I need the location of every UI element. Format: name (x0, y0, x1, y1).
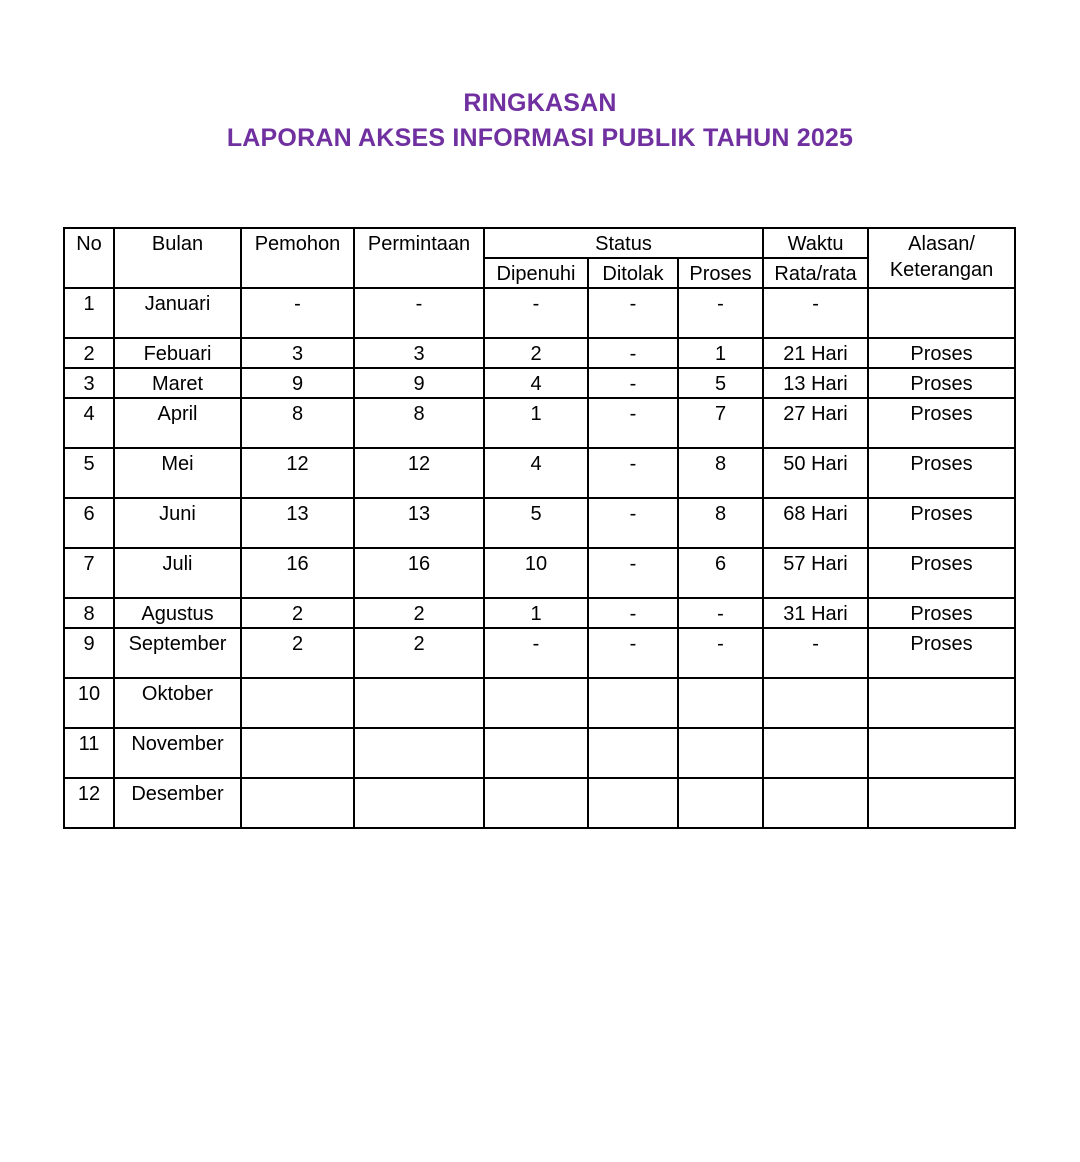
cell-no: 10 (64, 678, 114, 728)
cell-permintaan: 13 (354, 498, 484, 548)
cell-waktu: 13 Hari (763, 368, 868, 398)
cell-permintaan: 2 (354, 598, 484, 628)
cell-dipenuhi: 1 (484, 398, 588, 448)
cell-ditolak: - (588, 598, 678, 628)
table-body (64, 288, 1015, 828)
cell-alasan: Proses (868, 398, 1015, 448)
page-title (0, 86, 1080, 156)
table-row (64, 548, 1015, 598)
cell-pemohon: 3 (241, 338, 354, 368)
cell-bulan: November (114, 728, 241, 778)
table-row (64, 678, 1015, 728)
cell-proses (678, 728, 763, 778)
header-permintaan: Permintaan (354, 228, 484, 288)
cell-ditolak: - (588, 498, 678, 548)
cell-permintaan: 16 (354, 548, 484, 598)
cell-bulan: Juni (114, 498, 241, 548)
cell-alasan: Proses (868, 368, 1015, 398)
cell-proses: - (678, 628, 763, 678)
cell-ditolak: - (588, 368, 678, 398)
cell-proses (678, 678, 763, 728)
header-pemohon: Pemohon (241, 228, 354, 288)
cell-no: 2 (64, 338, 114, 368)
table-header (64, 228, 1015, 288)
table-row (64, 338, 1015, 368)
cell-waktu: 31 Hari (763, 598, 868, 628)
cell-bulan: Desember (114, 778, 241, 828)
cell-ditolak: - (588, 398, 678, 448)
cell-no: 1 (64, 288, 114, 338)
cell-no: 4 (64, 398, 114, 448)
cell-proses: - (678, 288, 763, 338)
cell-dipenuhi: 1 (484, 598, 588, 628)
cell-ditolak: - (588, 448, 678, 498)
cell-no: 9 (64, 628, 114, 678)
cell-proses: 1 (678, 338, 763, 368)
cell-proses: 6 (678, 548, 763, 598)
cell-alasan: Proses (868, 628, 1015, 678)
cell-alasan: Proses (868, 548, 1015, 598)
cell-permintaan (354, 678, 484, 728)
cell-waktu (763, 728, 868, 778)
cell-permintaan (354, 728, 484, 778)
cell-waktu: 21 Hari (763, 338, 868, 368)
cell-ditolak (588, 778, 678, 828)
cell-pemohon: 9 (241, 368, 354, 398)
cell-ditolak: - (588, 288, 678, 338)
cell-pemohon (241, 678, 354, 728)
cell-dipenuhi: 10 (484, 548, 588, 598)
cell-pemohon: - (241, 288, 354, 338)
cell-bulan: Januari (114, 288, 241, 338)
header-dipenuhi: Dipenuhi (484, 258, 588, 288)
cell-waktu (763, 778, 868, 828)
table-row (64, 368, 1015, 398)
cell-alasan (868, 288, 1015, 338)
cell-proses: - (678, 598, 763, 628)
cell-no: 5 (64, 448, 114, 498)
cell-dipenuhi: 5 (484, 498, 588, 548)
table-row (64, 398, 1015, 448)
cell-no: 11 (64, 728, 114, 778)
header-alasan-keterangan (868, 228, 1015, 288)
cell-proses: 5 (678, 368, 763, 398)
cell-alasan (868, 678, 1015, 728)
cell-bulan: Agustus (114, 598, 241, 628)
cell-permintaan (354, 778, 484, 828)
cell-permintaan: 12 (354, 448, 484, 498)
header-bulan: Bulan (114, 228, 241, 288)
cell-no: 6 (64, 498, 114, 548)
cell-bulan: Oktober (114, 678, 241, 728)
cell-alasan: Proses (868, 498, 1015, 548)
table-row (64, 448, 1015, 498)
cell-waktu: 57 Hari (763, 548, 868, 598)
cell-pemohon (241, 778, 354, 828)
cell-ditolak (588, 728, 678, 778)
cell-bulan: Juli (114, 548, 241, 598)
cell-waktu (763, 678, 868, 728)
cell-proses: 8 (678, 448, 763, 498)
cell-dipenuhi (484, 778, 588, 828)
cell-proses: 7 (678, 398, 763, 448)
cell-pemohon: 2 (241, 598, 354, 628)
table-row (64, 778, 1015, 828)
cell-alasan: Proses (868, 338, 1015, 368)
cell-bulan: April (114, 398, 241, 448)
cell-waktu: - (763, 288, 868, 338)
header-waktu: Waktu (763, 228, 868, 258)
cell-waktu: 68 Hari (763, 498, 868, 548)
header-alasan-line-2: Keterangan (889, 259, 994, 281)
cell-no: 8 (64, 598, 114, 628)
cell-bulan: Mei (114, 448, 241, 498)
cell-permintaan: 2 (354, 628, 484, 678)
cell-alasan (868, 778, 1015, 828)
header-row-1 (64, 228, 1015, 258)
cell-dipenuhi: 4 (484, 368, 588, 398)
cell-alasan: Proses (868, 598, 1015, 628)
cell-alasan: Proses (868, 448, 1015, 498)
cell-bulan: September (114, 628, 241, 678)
cell-dipenuhi (484, 678, 588, 728)
cell-dipenuhi: - (484, 288, 588, 338)
header-no: No (64, 228, 114, 288)
cell-waktu: - (763, 628, 868, 678)
header-alasan-line-1: Alasan/ (908, 233, 975, 255)
cell-pemohon: 13 (241, 498, 354, 548)
cell-pemohon: 16 (241, 548, 354, 598)
table-row (64, 288, 1015, 338)
cell-permintaan: - (354, 288, 484, 338)
cell-ditolak: - (588, 338, 678, 368)
cell-pemohon: 12 (241, 448, 354, 498)
header-ditolak: Ditolak (588, 258, 678, 288)
cell-waktu: 27 Hari (763, 398, 868, 448)
cell-bulan: Febuari (114, 338, 241, 368)
table-row (64, 628, 1015, 678)
cell-dipenuhi: 2 (484, 338, 588, 368)
table-row (64, 728, 1015, 778)
header-status: Status (484, 228, 763, 258)
cell-waktu: 50 Hari (763, 448, 868, 498)
title-line-2: LAPORAN AKSES INFORMASI PUBLIK TAHUN 2025 (226, 124, 854, 152)
cell-permintaan: 9 (354, 368, 484, 398)
cell-proses: 8 (678, 498, 763, 548)
cell-pemohon (241, 728, 354, 778)
cell-ditolak: - (588, 548, 678, 598)
header-proses: Proses (678, 258, 763, 288)
cell-alasan (868, 728, 1015, 778)
cell-no: 3 (64, 368, 114, 398)
cell-dipenuhi (484, 728, 588, 778)
cell-dipenuhi: 4 (484, 448, 588, 498)
cell-proses (678, 778, 763, 828)
cell-no: 7 (64, 548, 114, 598)
table-row (64, 498, 1015, 548)
report-table (63, 227, 1016, 829)
cell-dipenuhi: - (484, 628, 588, 678)
cell-pemohon: 2 (241, 628, 354, 678)
cell-permintaan: 3 (354, 338, 484, 368)
cell-bulan: Maret (114, 368, 241, 398)
cell-ditolak (588, 678, 678, 728)
cell-ditolak: - (588, 628, 678, 678)
cell-permintaan: 8 (354, 398, 484, 448)
table-row (64, 598, 1015, 628)
cell-pemohon: 8 (241, 398, 354, 448)
header-rata-rata: Rata/rata (763, 258, 868, 288)
title-line-1: RINGKASAN (463, 89, 617, 117)
cell-no: 12 (64, 778, 114, 828)
